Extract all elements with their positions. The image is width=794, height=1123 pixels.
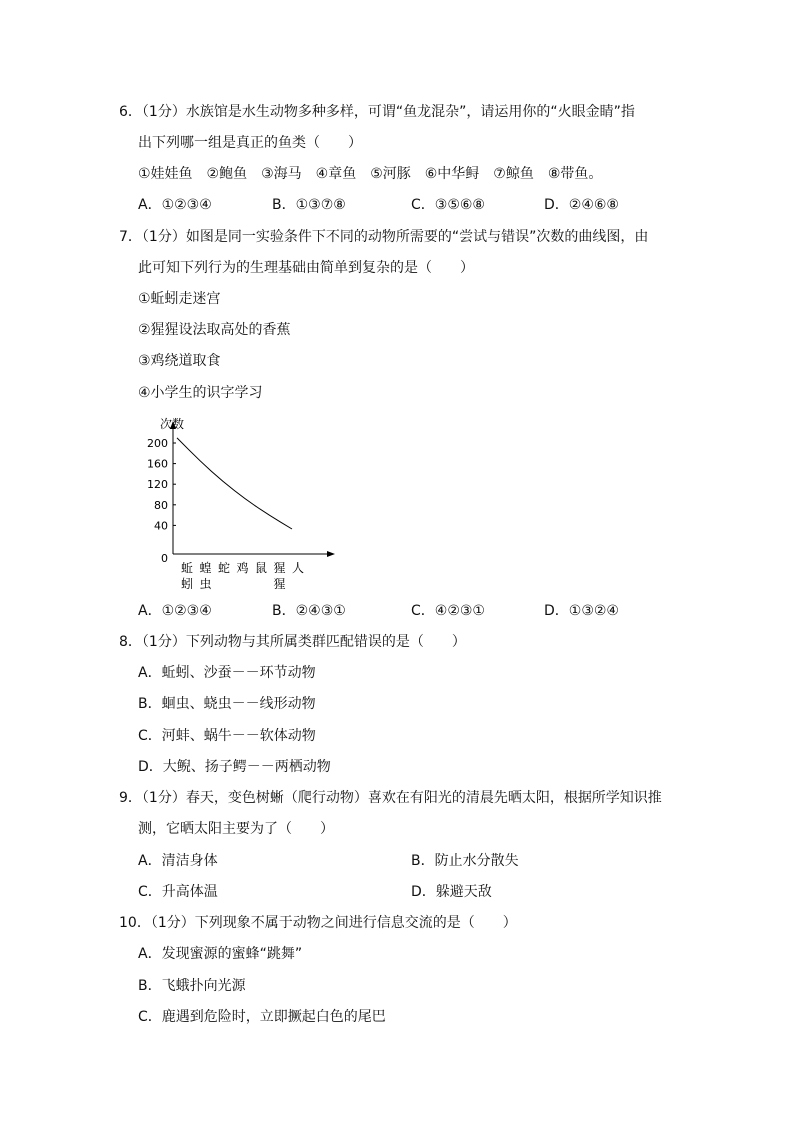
q7-behavior-1: ①蚯蚓走迷宫 bbox=[138, 291, 221, 307]
q8-option-c[interactable]: C．河蚌、蜗牛－－软体动物 bbox=[138, 728, 316, 744]
y-tick-label: 0 bbox=[161, 552, 168, 565]
q9-option-b[interactable]: B．防止水分散失 bbox=[411, 853, 519, 869]
q7-option-c[interactable]: C．④②③① bbox=[411, 603, 485, 619]
q6-items: ①娃娃鱼 ②鲍鱼 ③海马 ④章鱼 ⑤河豚 ⑥中华鲟 ⑦鲸鱼 ⑧带鱼。 bbox=[138, 166, 603, 182]
q6-option-a[interactable]: A．①②③④ bbox=[138, 197, 212, 213]
q8-option-d[interactable]: D．大鲵、扬子鳄－－两栖动物 bbox=[138, 759, 331, 775]
q6-stem-line1: 6．（1分）水族馆是水生动物多种多样，可谓“鱼龙混杂”，请运用你的“火眼金睛”指 bbox=[119, 104, 635, 120]
q6-stem-line2: 出下列哪一组是真正的鱼类（ ） bbox=[138, 135, 362, 151]
y-axis-label: 次数 bbox=[160, 417, 185, 431]
x-category-label: 蝗 bbox=[199, 561, 212, 575]
q7-stem-line2: 此可知下列行为的生理基础由简单到复杂的是（ ） bbox=[138, 260, 474, 276]
q10-option-a[interactable]: A．发现蜜源的蜜蜂“跳舞” bbox=[138, 946, 303, 962]
x-category-label: 虫 bbox=[199, 577, 212, 591]
q6-option-d[interactable]: D．②④⑥⑧ bbox=[544, 197, 619, 213]
q7-option-b[interactable]: B．②④③① bbox=[272, 603, 346, 619]
trial-error-chart bbox=[140, 412, 340, 592]
q7-stem-line1: 7．（1分）如图是同一实验条件下不同的动物所需要的“尝试与错误”次数的曲线图，由 bbox=[119, 229, 649, 245]
q8-option-a[interactable]: A．蚯蚓、沙蚕－－环节动物 bbox=[138, 665, 316, 681]
q10-option-b[interactable]: B．飞蛾扑向光源 bbox=[138, 978, 246, 994]
x-category-label: 蚯 bbox=[180, 561, 194, 575]
q7-behavior-3: ③鸡绕道取食 bbox=[138, 353, 221, 369]
q9-option-a[interactable]: A．清洁身体 bbox=[138, 853, 218, 869]
y-tick-label: 80 bbox=[154, 498, 168, 512]
x-category-label: 蛇 bbox=[217, 561, 231, 575]
x-category-label: 蚓 bbox=[180, 577, 194, 591]
q8-option-b[interactable]: B．蛔虫、蛲虫－－线形动物 bbox=[138, 696, 316, 712]
q7-behavior-4: ④小学生的识字学习 bbox=[138, 385, 263, 401]
q9-option-c[interactable]: C．升高体温 bbox=[138, 884, 218, 900]
x-category-label: 鸡 bbox=[236, 561, 249, 575]
x-category-label: 鼠 bbox=[254, 561, 268, 575]
y-tick-label: 160 bbox=[147, 457, 168, 471]
y-tick-label: 120 bbox=[147, 478, 168, 492]
q10-option-c[interactable]: C．鹿遇到危险时，立即撅起白色的尾巴 bbox=[138, 1009, 386, 1025]
q7-behavior-2: ②猩猩设法取高处的香蕉 bbox=[138, 322, 291, 338]
x-category-label: 猩 bbox=[273, 577, 286, 591]
q7-option-a[interactable]: A．①②③④ bbox=[138, 603, 212, 619]
q6-option-b[interactable]: B．①③⑦⑧ bbox=[272, 197, 346, 213]
q9-stem-line2: 测，它晒太阳主要为了（ ） bbox=[138, 821, 334, 837]
q6-option-c[interactable]: C．③⑤⑥⑧ bbox=[411, 197, 485, 213]
q7-option-d[interactable]: D．①③②④ bbox=[544, 603, 619, 619]
x-category-label: 猩 bbox=[273, 561, 286, 575]
q9-stem-line1: 9．（1分）春天，变色树蜥（爬行动物）喜欢在有阳光的清晨先晒太阳，根据所学知识推 bbox=[119, 790, 662, 806]
series-line bbox=[177, 438, 292, 529]
y-tick-label: 40 bbox=[154, 519, 168, 533]
x-axis-arrow bbox=[327, 551, 335, 557]
x-category-label: 人 bbox=[291, 561, 305, 575]
q10-stem: 10．（1分）下列现象不属于动物之间进行信息交流的是（ ） bbox=[119, 915, 517, 931]
q9-option-d[interactable]: D．躲避天敌 bbox=[411, 884, 492, 900]
y-tick-label: 200 bbox=[147, 437, 168, 450]
q8-stem: 8．（1分）下列动物与其所属类群匹配错误的是（ ） bbox=[119, 634, 466, 650]
